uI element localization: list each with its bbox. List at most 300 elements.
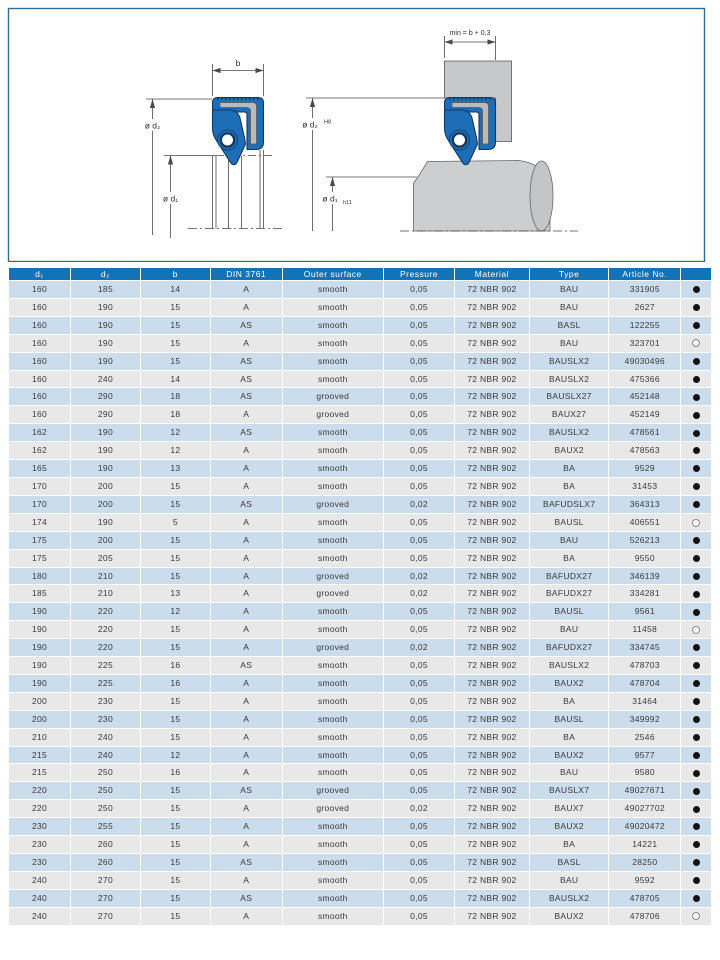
table-cell: 15 (141, 639, 210, 656)
table-cell: 0,02 (384, 639, 454, 656)
table-cell: 49027702 (609, 800, 680, 817)
table-row (9, 353, 711, 370)
table-cell: 9580 (609, 764, 680, 781)
table-cell: 190 (9, 621, 70, 638)
table-cell: 475366 (609, 371, 680, 388)
table-row (9, 585, 711, 602)
table-cell: smooth (283, 478, 383, 495)
table-cell: A (211, 639, 282, 656)
seal-profile (213, 98, 264, 165)
table-cell: smooth (283, 532, 383, 549)
table-cell: BAUX2 (530, 675, 609, 692)
availability-dot (693, 806, 700, 813)
table-cell: BAFUDSLX7 (530, 496, 609, 513)
table-cell: 0,02 (384, 585, 454, 602)
table-cell: A (211, 908, 282, 925)
table-cell: A (211, 764, 282, 781)
table-cell: smooth (283, 675, 383, 692)
table-cell: 12 (141, 424, 210, 441)
table-cell: 190 (9, 639, 70, 656)
table-cell: 220 (71, 621, 140, 638)
table-cell: 0,05 (384, 317, 454, 334)
table-cell: A (211, 585, 282, 602)
table-cell: 0,05 (384, 532, 454, 549)
table-cell: 270 (71, 908, 140, 925)
table-row (9, 908, 711, 925)
table-cell: 0,05 (384, 335, 454, 352)
table-row (9, 442, 711, 459)
table-cell: 210 (71, 585, 140, 602)
table-cell: AS (211, 496, 282, 513)
table-cell: 0,02 (384, 496, 454, 513)
table-cell: 15 (141, 299, 210, 316)
table-cell: AS (211, 657, 282, 674)
table-cell: 478563 (609, 442, 680, 459)
table-cell: A (211, 514, 282, 531)
table-cell: 200 (71, 496, 140, 513)
table-cell: 0,05 (384, 675, 454, 692)
availability-cell (681, 478, 711, 495)
table-cell: 72 NBR 902 (455, 890, 529, 907)
table-cell: 12 (141, 603, 210, 620)
availability-cell (681, 603, 711, 620)
table-cell: BA (530, 460, 609, 477)
table-cell: 16 (141, 764, 210, 781)
table-row (9, 854, 711, 871)
table-cell: 72 NBR 902 (455, 568, 529, 585)
table-cell: grooved (283, 639, 383, 656)
table-cell: AS (211, 317, 282, 334)
table-cell: BAUX2 (530, 442, 609, 459)
table-cell: 0,05 (384, 299, 454, 316)
table-cell: 72 NBR 902 (455, 836, 529, 853)
col-header-din: DIN 3761 (211, 268, 282, 280)
col-header-d2: d₂ (71, 268, 140, 280)
table-cell: BASL (530, 854, 609, 871)
drawing-frame (9, 9, 705, 262)
shaft (414, 161, 554, 232)
table-cell: 13 (141, 585, 210, 602)
table-cell: 0,05 (384, 818, 454, 835)
table-cell: 190 (71, 335, 140, 352)
table-row (9, 729, 711, 746)
availability-dot (693, 770, 700, 777)
table-cell: 200 (71, 478, 140, 495)
availability-dot (693, 734, 700, 741)
table-cell: 2627 (609, 299, 680, 316)
table-row (9, 478, 711, 495)
table-cell: smooth (283, 890, 383, 907)
table-cell: A (211, 693, 282, 710)
table-cell: 72 NBR 902 (455, 872, 529, 889)
table-cell: smooth (283, 353, 383, 370)
table-cell: 270 (71, 872, 140, 889)
seal-cross-section-diagram (139, 58, 284, 238)
table-cell: 0,05 (384, 371, 454, 388)
dim-arrow-left (213, 68, 221, 73)
table-cell: 349992 (609, 711, 680, 728)
table-cell: 15 (141, 854, 210, 871)
table-cell: 160 (9, 335, 70, 352)
availability-dot (693, 591, 700, 598)
table-cell: grooved (283, 406, 383, 423)
table-row (9, 496, 711, 513)
availability-cell (681, 908, 711, 925)
table-cell: smooth (283, 603, 383, 620)
spec-table-body (9, 281, 711, 925)
table-cell: 364313 (609, 496, 680, 513)
table-cell: smooth (283, 550, 383, 567)
installation-diagram (297, 30, 578, 231)
table-cell: A (211, 299, 282, 316)
table-row (9, 281, 711, 298)
table-cell: 240 (71, 729, 140, 746)
table-cell: grooved (283, 800, 383, 817)
table-cell: 12 (141, 442, 210, 459)
table-cell: 190 (9, 603, 70, 620)
table-row (9, 406, 711, 423)
table-cell: 0,05 (384, 603, 454, 620)
col-header-pressure: Pressure (384, 268, 454, 280)
table-cell: 72 NBR 902 (455, 424, 529, 441)
table-cell: 190 (9, 675, 70, 692)
availability-cell (681, 299, 711, 316)
availability-cell (681, 764, 711, 781)
table-cell: 220 (71, 603, 140, 620)
table-cell: BAU (530, 281, 609, 298)
availability-cell (681, 442, 711, 459)
table-cell: 72 NBR 902 (455, 514, 529, 531)
table-cell: 170 (9, 496, 70, 513)
availability-cell (681, 514, 711, 531)
table-cell: 225 (71, 657, 140, 674)
table-cell: A (211, 281, 282, 298)
availability-dot (693, 358, 700, 365)
table-cell: A (211, 460, 282, 477)
table-cell: 175 (9, 550, 70, 567)
table-cell: 323701 (609, 335, 680, 352)
col-header-availability (681, 268, 711, 280)
table-cell: BAUX2 (530, 908, 609, 925)
table-cell: 72 NBR 902 (455, 335, 529, 352)
table-cell: 334281 (609, 585, 680, 602)
availability-dot (693, 877, 700, 884)
table-cell: 180 (9, 568, 70, 585)
table-cell: 162 (9, 424, 70, 441)
availability-cell (681, 406, 711, 423)
availability-cell (681, 693, 711, 710)
table-cell: BAU (530, 299, 609, 316)
table-cell: 9577 (609, 747, 680, 764)
table-row (9, 388, 711, 405)
availability-cell (681, 890, 711, 907)
col-header-d1: d₁ (9, 268, 70, 280)
availability-cell (681, 675, 711, 692)
table-cell: 160 (9, 353, 70, 370)
availability-cell (681, 836, 711, 853)
availability-dot (693, 412, 700, 419)
availability-dot (693, 304, 700, 311)
availability-dot (693, 286, 700, 293)
table-cell: AS (211, 388, 282, 405)
table-cell: 15 (141, 532, 210, 549)
table-cell: 215 (9, 764, 70, 781)
table-cell: 18 (141, 388, 210, 405)
table-cell: 478704 (609, 675, 680, 692)
availability-cell (681, 657, 711, 674)
table-cell: 190 (71, 353, 140, 370)
table-cell: 240 (71, 747, 140, 764)
table-cell: 165 (9, 460, 70, 477)
availability-dot (693, 644, 700, 651)
availability-dot (693, 322, 700, 329)
table-cell: BAUSLX2 (530, 424, 609, 441)
table-cell: 72 NBR 902 (455, 406, 529, 423)
availability-cell (681, 532, 711, 549)
table-cell: 290 (71, 388, 140, 405)
table-cell: 160 (9, 299, 70, 316)
table-cell: smooth (283, 693, 383, 710)
table-cell: 526213 (609, 532, 680, 549)
table-cell: 72 NBR 902 (455, 281, 529, 298)
table-cell: BA (530, 693, 609, 710)
table-cell: 452149 (609, 406, 680, 423)
table-cell: A (211, 729, 282, 746)
table-cell: 49030496 (609, 353, 680, 370)
table-cell: 190 (9, 657, 70, 674)
table-cell: 15 (141, 496, 210, 513)
outer-diameter-label: ø d₂ (144, 120, 161, 131)
table-row (9, 568, 711, 585)
table-cell: A (211, 478, 282, 495)
shaft-diameter-label: ø d₁ (322, 193, 338, 204)
availability-dot (693, 841, 700, 848)
spec-table (8, 267, 712, 926)
table-cell: 72 NBR 902 (455, 496, 529, 513)
availability-dot (693, 483, 700, 490)
table-cell: 215 (9, 747, 70, 764)
table-cell: AS (211, 353, 282, 370)
table-cell: 270 (71, 890, 140, 907)
table-cell: 160 (9, 388, 70, 405)
table-cell: A (211, 872, 282, 889)
table-row (9, 872, 711, 889)
table-cell: 225 (71, 675, 140, 692)
table-cell: 15 (141, 818, 210, 835)
table-cell: 15 (141, 550, 210, 567)
table-cell: BAUSL (530, 514, 609, 531)
table-cell: smooth (283, 424, 383, 441)
availability-cell (681, 800, 711, 817)
table-cell: A (211, 711, 282, 728)
table-cell: 0,02 (384, 800, 454, 817)
table-cell: 72 NBR 902 (455, 782, 529, 799)
table-cell: 72 NBR 902 (455, 854, 529, 871)
table-cell: BAUSLX7 (530, 782, 609, 799)
table-cell: 174 (9, 514, 70, 531)
table-cell: 72 NBR 902 (455, 299, 529, 316)
table-cell: smooth (283, 371, 383, 388)
table-cell: AS (211, 854, 282, 871)
availability-dot (693, 788, 700, 795)
table-cell: 230 (9, 854, 70, 871)
table-cell: BAUX2 (530, 747, 609, 764)
table-cell: 185 (9, 585, 70, 602)
table-cell: 0,05 (384, 782, 454, 799)
table-cell: BAUX27 (530, 406, 609, 423)
availability-dot (692, 519, 700, 527)
table-row (9, 657, 711, 674)
table-cell: 72 NBR 902 (455, 478, 529, 495)
table-cell: 72 NBR 902 (455, 388, 529, 405)
table-cell: grooved (283, 568, 383, 585)
availability-dot (693, 501, 700, 508)
availability-dot (692, 912, 700, 920)
table-cell: 478703 (609, 657, 680, 674)
table-cell: 175 (9, 532, 70, 549)
table-row (9, 711, 711, 728)
table-row (9, 747, 711, 764)
table-cell: 0,05 (384, 890, 454, 907)
availability-dot (693, 573, 700, 580)
bore-diameter-label: ø d₂ (302, 119, 318, 130)
table-cell: smooth (283, 747, 383, 764)
availability-cell (681, 335, 711, 352)
table-cell: 0,05 (384, 460, 454, 477)
table-cell: BAFUDX27 (530, 585, 609, 602)
availability-cell (681, 424, 711, 441)
table-cell: smooth (283, 514, 383, 531)
table-cell: 162 (9, 442, 70, 459)
table-cell: A (211, 532, 282, 549)
availability-dot (693, 752, 700, 759)
table-cell: 72 NBR 902 (455, 371, 529, 388)
availability-cell (681, 550, 711, 567)
availability-cell (681, 460, 711, 477)
table-cell: 205 (71, 550, 140, 567)
table-row (9, 317, 711, 334)
table-cell: 0,05 (384, 657, 454, 674)
availability-dot (693, 465, 700, 472)
table-cell: 9529 (609, 460, 680, 477)
table-cell: 250 (71, 782, 140, 799)
table-cell: 0,05 (384, 424, 454, 441)
table-cell: 15 (141, 836, 210, 853)
table-cell: 478561 (609, 424, 680, 441)
table-cell: 290 (71, 406, 140, 423)
table-cell: 72 NBR 902 (455, 747, 529, 764)
technical-drawing (0, 0, 720, 262)
availability-cell (681, 729, 711, 746)
table-cell: BAU (530, 532, 609, 549)
table-cell: 15 (141, 353, 210, 370)
availability-dot (693, 895, 700, 902)
table-cell: BAUX2 (530, 818, 609, 835)
availability-dot (693, 555, 700, 562)
table-cell: 72 NBR 902 (455, 729, 529, 746)
table-cell: BAFUDX27 (530, 639, 609, 656)
table-row (9, 603, 711, 620)
table-cell: 14 (141, 281, 210, 298)
table-cell: 72 NBR 902 (455, 711, 529, 728)
table-cell: A (211, 675, 282, 692)
availability-cell (681, 711, 711, 728)
table-cell: BAU (530, 621, 609, 638)
table-cell: 49027671 (609, 782, 680, 799)
table-cell: 15 (141, 729, 210, 746)
table-cell: 0,05 (384, 729, 454, 746)
table-row (9, 639, 711, 656)
table-cell: 72 NBR 902 (455, 460, 529, 477)
table-cell: 331905 (609, 281, 680, 298)
table-cell: 230 (9, 836, 70, 853)
availability-cell (681, 585, 711, 602)
table-cell: 15 (141, 800, 210, 817)
spec-table-header (9, 268, 711, 280)
table-cell: smooth (283, 908, 383, 925)
table-row (9, 800, 711, 817)
table-cell: 18 (141, 406, 210, 423)
availability-cell (681, 568, 711, 585)
bore-tolerance-label: H8 (324, 119, 332, 126)
table-cell: smooth (283, 854, 383, 871)
table-cell: 210 (71, 568, 140, 585)
availability-dot (693, 537, 700, 544)
table-cell: 12 (141, 747, 210, 764)
shaft-tolerance-label: h11 (343, 200, 352, 206)
table-cell: BAUSLX2 (530, 657, 609, 674)
shaft-diameter-label: ø d₁ (162, 193, 179, 204)
shaft-end-cap (530, 161, 553, 231)
table-cell: 452148 (609, 388, 680, 405)
table-cell: 240 (9, 872, 70, 889)
table-cell: 170 (9, 478, 70, 495)
table-cell: 49020472 (609, 818, 680, 835)
table-cell: 200 (9, 693, 70, 710)
availability-dot (693, 859, 700, 866)
table-cell: 13 (141, 460, 210, 477)
table-cell: 190 (71, 460, 140, 477)
table-cell: 15 (141, 335, 210, 352)
table-cell: 31464 (609, 693, 680, 710)
table-cell: 0,05 (384, 353, 454, 370)
table-cell: 72 NBR 902 (455, 639, 529, 656)
col-header-article-no: Article No. (609, 268, 680, 280)
table-cell: 260 (71, 854, 140, 871)
availability-cell (681, 818, 711, 835)
table-cell: 72 NBR 902 (455, 550, 529, 567)
table-cell: 0,05 (384, 764, 454, 781)
table-cell: AS (211, 371, 282, 388)
table-row (9, 836, 711, 853)
table-cell: 0,05 (384, 406, 454, 423)
table-row (9, 621, 711, 638)
table-cell: 0,05 (384, 621, 454, 638)
availability-cell (681, 496, 711, 513)
table-row (9, 371, 711, 388)
table-cell: 0,02 (384, 568, 454, 585)
table-cell: 220 (71, 639, 140, 656)
table-row (9, 818, 711, 835)
availability-dot (693, 447, 700, 454)
table-cell: A (211, 800, 282, 817)
table-cell: smooth (283, 442, 383, 459)
table-cell: BASL (530, 317, 609, 334)
table-cell: 478706 (609, 908, 680, 925)
table-cell: 16 (141, 675, 210, 692)
table-cell: 72 NBR 902 (455, 585, 529, 602)
table-row (9, 532, 711, 549)
